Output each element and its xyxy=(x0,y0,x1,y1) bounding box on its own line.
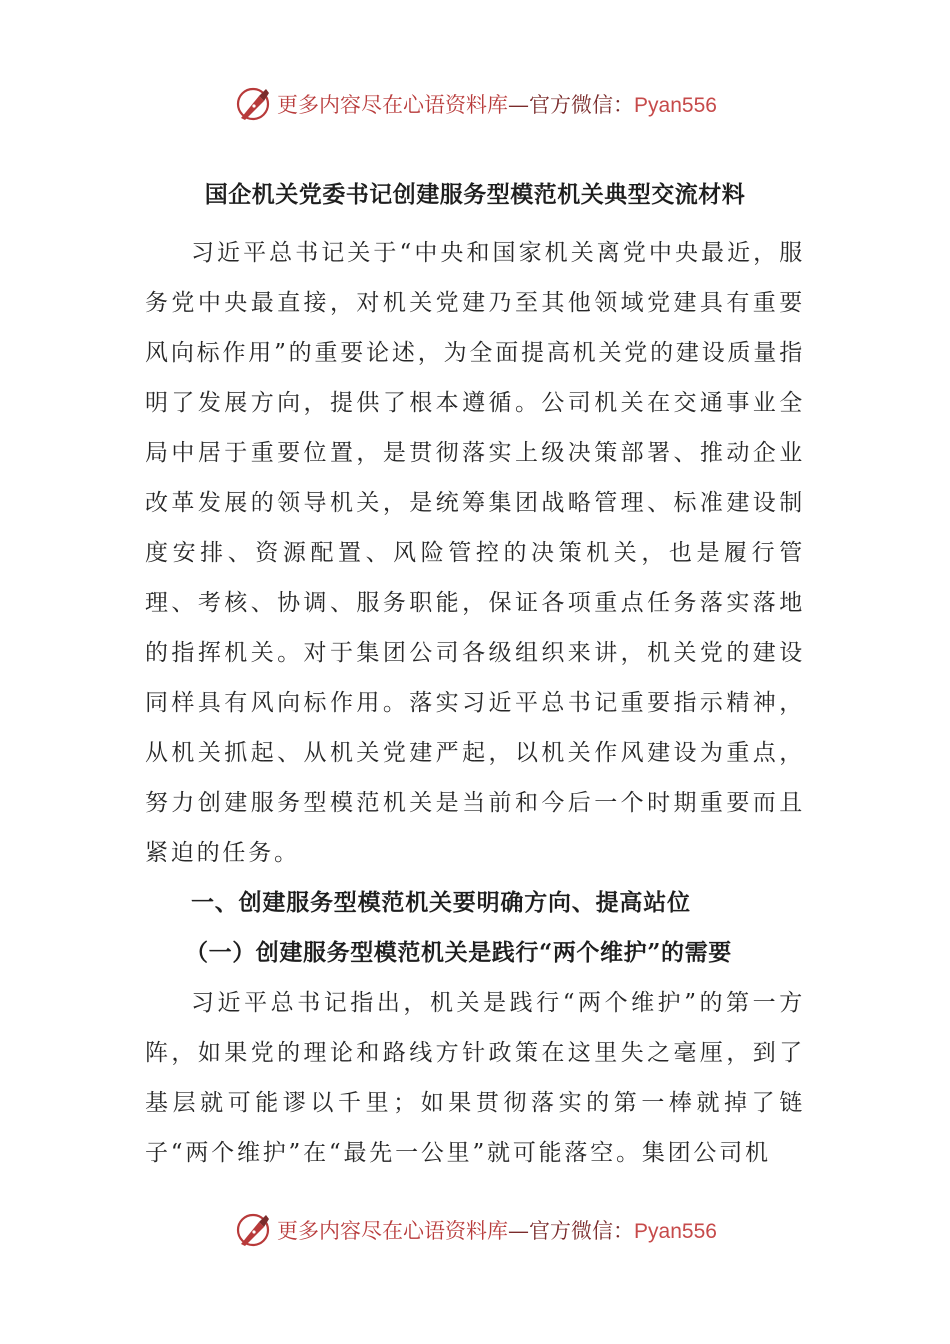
subsection-1-paragraph: 习近平总书记指出，机关是践行“两个维护”的第一方阵，如果党的理论和路线方针政策在这里失之毫厘，到了基层就可能谬以千里；如果贯彻落实的第一棒就掉了链子“两个维护”在“最先一公里”就可能落空。集团公司机 xyxy=(145,990,805,1166)
footer-banner xyxy=(0,1208,950,1252)
banner-text xyxy=(277,1215,717,1245)
section-heading-1: 一、创建服务型模范机关要明确方向、提高站位 xyxy=(191,889,691,916)
banner-wechat-id: Pyan556 xyxy=(634,94,717,117)
pen-nib-logo-icon xyxy=(233,84,273,124)
intro-paragraph: 习近平总书记关于“中央和国家机关离党中央最近，服务党中央最直接，对机关党建乃至其他领域党建具有重要风向标作用”的重要论述，为全面提高机关党的建设质量指明了发展方向，提供了根本遵循。公司机关在交通事业全局中居于重要位置，是贯彻落实上级决策部署、推动企业改革发展的领导机关，是统筹集团战略管理、标准建设制度安排、资源配置、风险管控的决策机关，也是履行管理、考核、协调、服务职能，保证各项重点任务落实落地的指挥机关。对于集团公司各级组织来讲，机关党的建设同样具有风向标作用。落实习近平总书记重要指示精神，从机关抓起、从机关党建严起，以机关作风建设为重点，努力创建服务型模范机关是当前和今后一个时期重要而且紧迫的任务。 xyxy=(145,240,805,866)
header-banner xyxy=(0,82,950,126)
banner-wechat-id: Pyan556 xyxy=(634,1220,717,1243)
banner-main-text: 更多内容尽在心语资料库 xyxy=(277,93,509,117)
banner-text xyxy=(277,89,717,119)
document-title: 国企机关党委书记创建服务型模范机关典型交流材料 xyxy=(204,181,746,208)
banner-main-text: 更多内容尽在心语资料库 xyxy=(277,1219,509,1243)
document-body xyxy=(145,170,805,1178)
pen-nib-logo-icon xyxy=(233,1210,273,1250)
banner-sub-text: —官方微信： xyxy=(508,93,635,117)
banner-sub-text: —官方微信： xyxy=(508,1219,635,1243)
subsection-heading-1: （一）创建服务型模范机关是践行“两个维护”的需要 xyxy=(185,939,732,966)
